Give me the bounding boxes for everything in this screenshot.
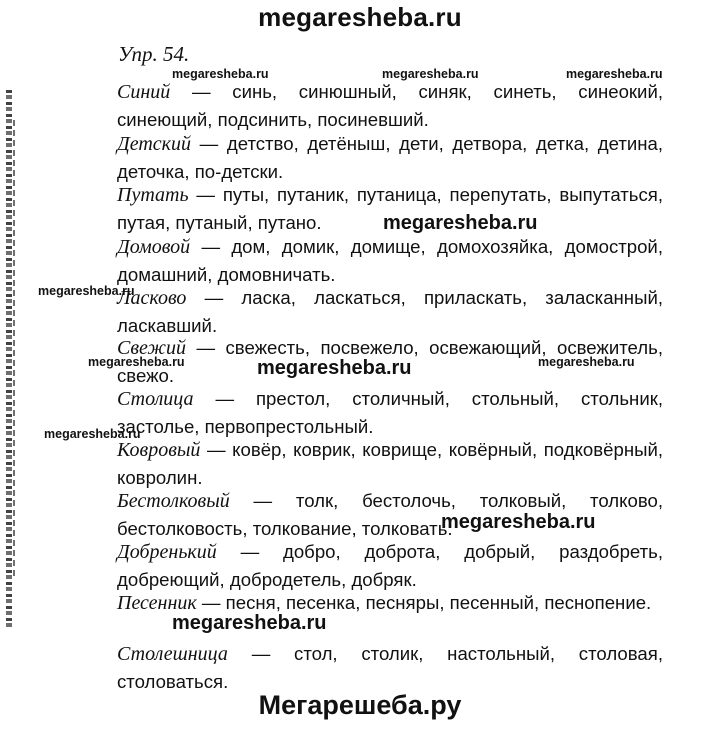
entry-head: Путать xyxy=(117,184,189,206)
scan-edge-artifact-inner xyxy=(13,120,15,580)
watermark-big: megaresheba.ru xyxy=(383,212,538,234)
entry-head: Песенник xyxy=(117,592,197,614)
watermark-small: megaresheba.ru xyxy=(38,284,135,298)
entry-text: — песня, песенка, песняры, песенный, песнопение. xyxy=(196,592,652,613)
entry-text: — толк, бестолочь, толковый, толково, бестолковость, толкование, толковать. xyxy=(117,490,663,539)
entry-text: — ласка, ласкаться, приласкать, заласканный, ласкавший. xyxy=(117,287,663,336)
entry-head: Детский xyxy=(117,133,192,155)
watermark-small: megaresheba.ru xyxy=(88,355,185,369)
entry-text: — ковёр, коврик, коврище, ковёрный, подковёрный, ковролин. xyxy=(117,439,663,488)
entry-0 xyxy=(117,78,663,134)
entry-head: Бестолковый xyxy=(117,490,230,512)
entry-text: — стол, столик, настольный, столовая, столоваться. xyxy=(117,643,663,692)
entry-head: Свежий xyxy=(117,337,187,359)
entry-6 xyxy=(117,385,663,441)
entry-1 xyxy=(117,130,663,186)
site-footer: Мегарешеба.ру xyxy=(258,690,462,720)
entry-text: — престол, столичный, стольный, стольник, застолье, первопрестольный. xyxy=(117,388,663,437)
entry-text: — детство, детёныш, дети, детвора, детка, детина, деточка, по-детски. xyxy=(117,133,663,182)
watermark-small: megaresheba.ru xyxy=(172,67,269,81)
entry-head: Ласково xyxy=(117,287,187,309)
entry-text: — дом, домик, домище, домохозяйка, домострой, домашний, домовничать. xyxy=(117,236,663,285)
watermark-big: megaresheba.ru xyxy=(441,511,596,533)
watermark-big: megaresheba.ru xyxy=(172,612,327,634)
watermark-small: megaresheba.ru xyxy=(382,67,479,81)
entry-head: Добренький xyxy=(117,541,217,563)
entry-head: Столица xyxy=(117,388,194,410)
entry-4 xyxy=(117,284,663,340)
site-header: megaresheba.ru xyxy=(258,2,462,32)
watermark-small: megaresheba.ru xyxy=(538,355,635,369)
entry-text: — добро, доброта, добрый, раздобреть, добреющий, добродетель, добряк. xyxy=(117,541,663,590)
entry-11 xyxy=(117,640,663,696)
entry-text: — свежесть, посвежело, освежающий, освежитель, свежо. xyxy=(117,337,663,386)
entry-7 xyxy=(117,436,663,492)
entry-9 xyxy=(117,538,663,594)
watermark-small: megaresheba.ru xyxy=(566,67,663,81)
entry-head: Синий xyxy=(117,81,171,103)
entry-text: — синь, синюшный, синяк, синеть, синеокий, синеющий, подсинить, посиневший. xyxy=(117,81,663,130)
scan-edge-artifact xyxy=(6,90,12,630)
watermark-big: megaresheba.ru xyxy=(257,357,412,379)
entry-head: Столешница xyxy=(117,643,228,665)
entry-head: Ковровый xyxy=(117,439,201,461)
watermark-small: megaresheba.ru xyxy=(44,427,141,441)
entry-text: — путы, путаник, путаница, перепутать, выпутаться, путая, путаный, путано. xyxy=(117,184,663,233)
entry-3 xyxy=(117,233,663,289)
entry-head: Домовой xyxy=(117,236,191,258)
exercise-title: Упр. 54. xyxy=(118,42,190,66)
